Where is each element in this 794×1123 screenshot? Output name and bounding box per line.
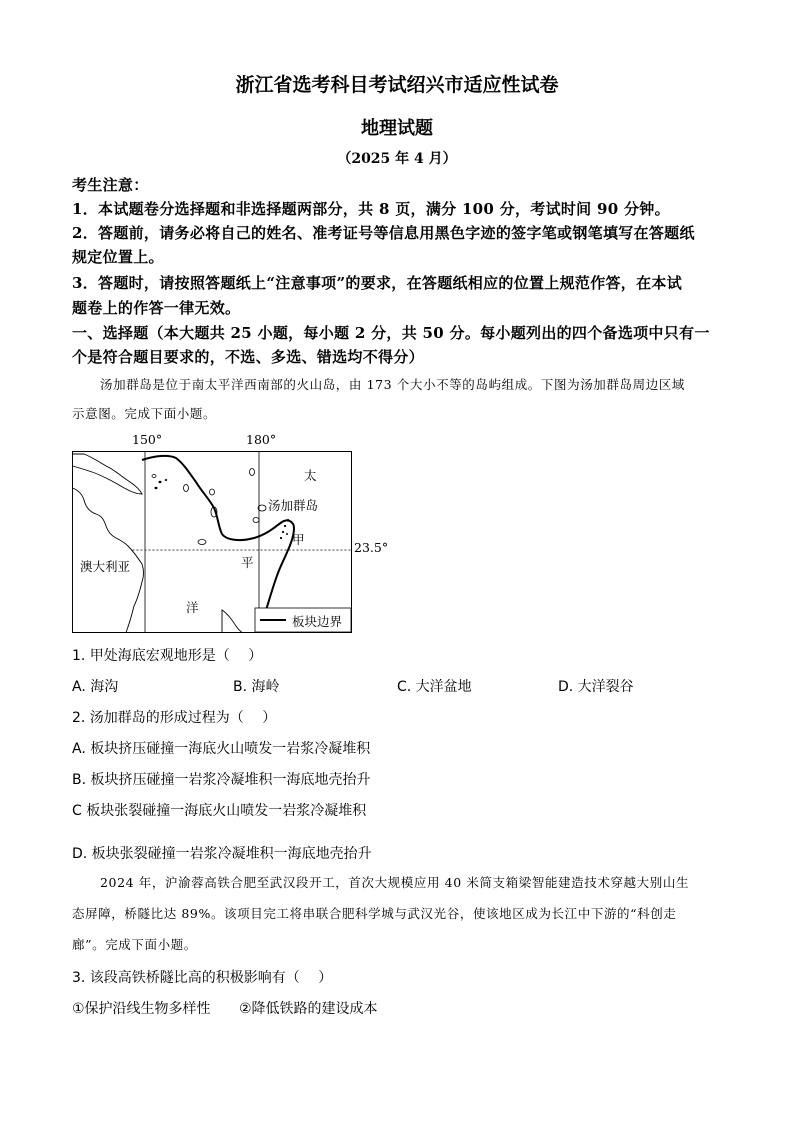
new-zealand-coast [222,610,242,633]
question-3-stem: 3. 该段高铁桥隧比高的积极影响有（ ） [72,970,333,986]
tonga-islands-label: 汤加群岛 [268,498,319,513]
notice-item-2: 2．答题前，请务必将自己的姓名、准考证号等信息用黑色字迹的签字笔或钢笔填写在答题纸 [72,224,695,242]
notice-heading: 考生注意： [72,176,149,194]
exam-title: 浙江省选考科目考试绍兴市适应性试卷 [235,74,559,96]
question-2-stem: 2. 汤加群岛的形成过程为（ ） [72,710,277,726]
ocean-char-yang: 洋 [186,600,199,615]
section-heading: 一、选择题（本大题共 25 小题，每小题 2 分，共 50 分。每小题列出的四个备选项中只有一 [72,324,710,342]
point-jia-label: 甲 [292,532,305,547]
notice-item-3: 3．答题时，请按照答题纸上“注意事项”的要求，在答题纸相应的位置上规范作答，在本试 [72,274,682,292]
tonga-region-map [72,450,392,635]
longitude-150-label: 150° [132,432,163,447]
passage-2-line-3: 廊”。完成下面小题。 [72,937,197,952]
subject-title: 地理试题 [361,118,433,139]
longitude-180-label: 180° [246,432,277,447]
notice-item-3-cont: 题卷上的作答一律无效。 [72,299,241,317]
australia-label: 澳大利亚 [80,559,131,574]
question-1-option-a: A. 海沟 [72,679,119,695]
ocean-char-tai: 太 [304,468,317,483]
question-1-stem: 1. 甲处海底宏观地形是（ ） [72,648,263,664]
question-3-option-2: ②降低铁路的建设成本 [239,1001,378,1017]
question-3-option-1: ①保护沿线生物多样性 [72,1001,211,1017]
exam-date: （2025 年 4 月） [337,151,457,167]
question-2-option-a: A. 板块挤压碰撞一海底火山喷发一岩浆冷凝堆积 [72,741,371,757]
question-1-option-d: D. 大洋裂谷 [558,679,634,695]
question-2-option-b: B. 板块挤压碰撞一岩浆冷凝堆积一海底地壳抬升 [72,772,371,788]
section-heading-cont: 个是符合题目要求的，不选、多选、错选均不得分） [72,348,424,366]
question-1-option-c: C. 大洋盆地 [397,679,472,695]
question-2-option-d: D. 板块张裂碰撞一岩浆冷凝堆积一海底地壳抬升 [72,846,372,862]
new-guinea-coast [73,454,143,494]
passage-2-line-2: 态屏障，桥隧比达 89%。该项目完工将串联合肥科学城与武汉光谷，使该地区成为长江中下游的“科创走 [72,906,677,921]
question-1-option-b: B. 海岭 [233,679,280,695]
plate-boundary [142,456,294,633]
notice-item-2-cont: 规定位置上。 [72,248,164,266]
passage-1-line-1: 汤加群岛是位于南太平洋西南部的火山岛，由 173 个大小不等的岛屿组成。下图为汤加群岛周边区域 [100,377,686,392]
latitude-label: 23.5° [354,540,389,555]
question-2-option-c: C 板块张裂碰撞一海底火山喷发一岩浆冷凝堆积 [72,803,367,819]
passage-1-line-2: 示意图。完成下面小题。 [72,406,217,421]
notice-item-1: 1．本试题卷分选择题和非选择题两部分，共 8 页，满分 100 分，考试时间 90 分钟。 [72,200,670,218]
ocean-char-ping: 平 [241,555,254,570]
passage-2-line-1: 2024 年，沪渝蓉高铁合肥至武汉段开工，首次大规模应用 40 米简支箱梁智能建造技术穿越大别山生 [100,875,690,890]
legend-label: 板块边界 [292,614,343,629]
